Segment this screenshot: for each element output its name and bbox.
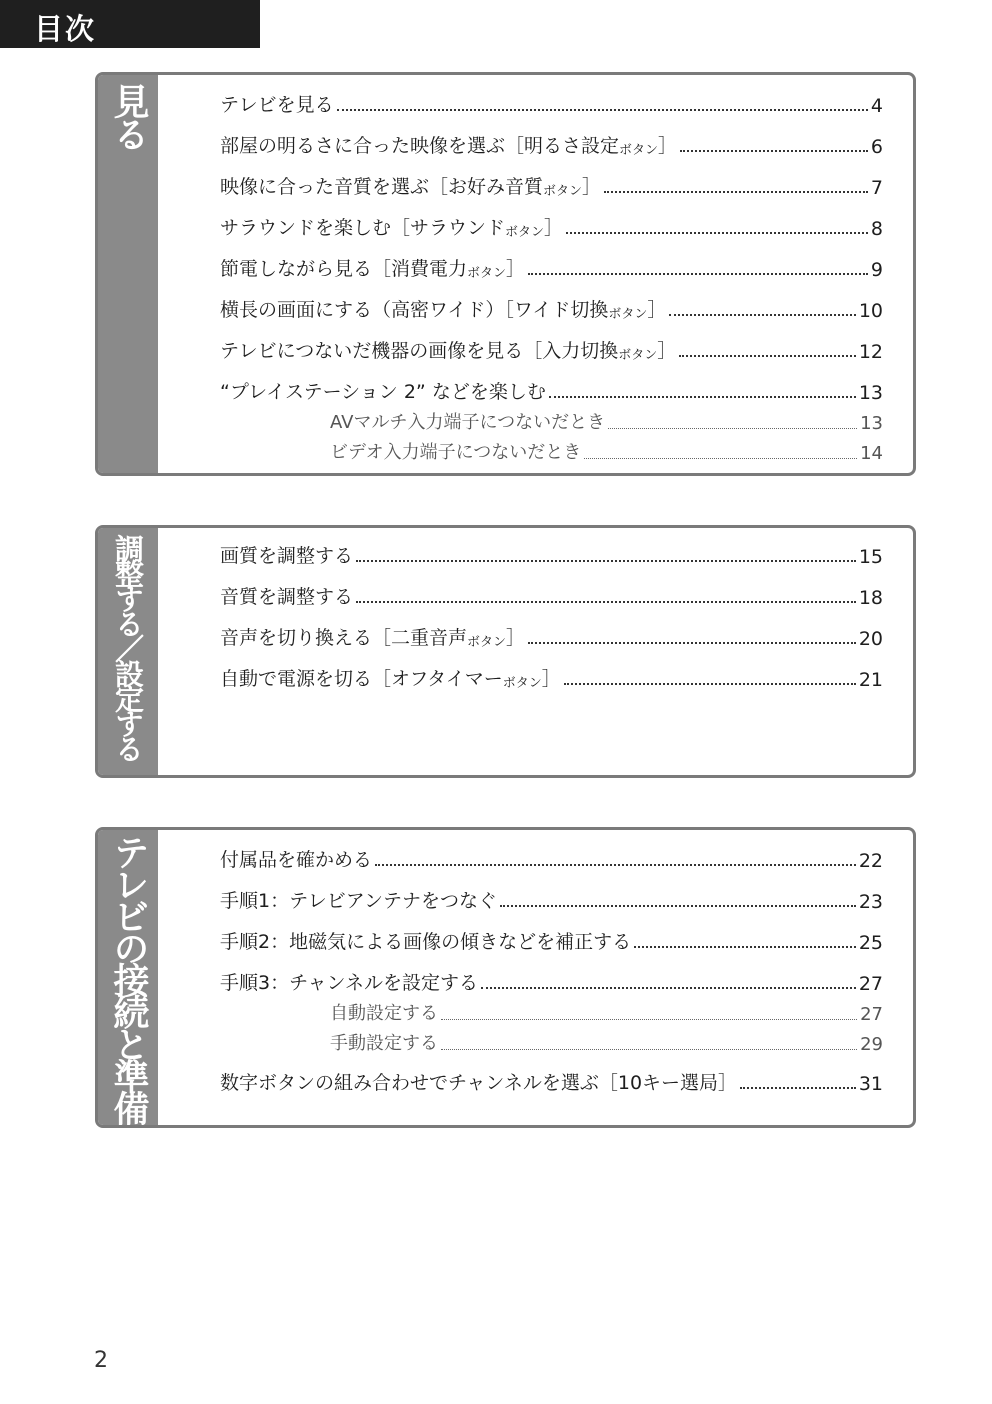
header-bar [0, 0, 260, 48]
leader-dots [500, 905, 856, 907]
section-tab [98, 830, 158, 1125]
leader-dots [584, 458, 857, 459]
toc-entry[interactable]: サラウンドを楽しむ［サラウンド ボタン ］ 8 [220, 217, 883, 240]
section-tab [98, 528, 158, 775]
leader-dots [634, 946, 856, 948]
toc-entry[interactable]: 音質を調整する 18 [220, 586, 883, 609]
toc-entry[interactable]: 手順2：地磁気による画像の傾きなどを補正する 25 [220, 931, 883, 954]
section-label: テレビの接続と準備 [108, 834, 149, 1122]
leader-dots [356, 601, 856, 603]
page-number: 2 [94, 1348, 108, 1373]
toc-entry[interactable]: 音声を切り換える［二重音声 ボタン ］ 20 [220, 627, 883, 650]
toc-entry[interactable]: “プレイステーション 2” などを楽しむ 13 [220, 381, 883, 404]
page-ref: 8 [870, 218, 883, 240]
toc-subentry[interactable]: 手動設定する 29 [330, 1033, 883, 1055]
toc-entry[interactable]: 付属品を確かめる 22 [220, 849, 883, 872]
toc-entry[interactable]: 手順1：テレビアンテナをつなぐ 23 [220, 890, 883, 913]
leader-dots [356, 560, 856, 562]
toc-entry[interactable]: 横長の画面にする（高密ワイド）［ワイド切換 ボタン ］ 10 [220, 299, 883, 322]
leader-dots [528, 273, 868, 275]
toc-entry[interactable]: テレビにつないだ機器の画像を見る［入力切換 ボタン ］ 12 [220, 340, 883, 363]
toc-subentry[interactable]: 自動設定する 27 [330, 1003, 883, 1025]
page-ref: 15 [858, 546, 883, 568]
leader-dots [679, 355, 856, 357]
leader-dots [669, 314, 855, 316]
toc-entry[interactable]: 節電しながら見る［消費電力 ボタン ］ 9 [220, 258, 883, 281]
page-ref: 23 [858, 891, 883, 913]
toc-entry[interactable]: 数字ボタンの組み合わせでチャンネルを選ぶ［10キー選局］ 31 [220, 1072, 883, 1095]
leader-dots [604, 191, 868, 193]
leader-dots [566, 232, 868, 234]
leader-dots [481, 987, 856, 989]
leader-dots [740, 1087, 856, 1089]
page-ref: 6 [870, 136, 883, 158]
section-label: 見る [108, 83, 149, 149]
leader-dots [441, 1019, 857, 1020]
page-ref: 31 [858, 1073, 883, 1095]
page-ref: 18 [858, 587, 883, 609]
page-ref: 9 [870, 259, 883, 281]
leader-dots [441, 1049, 857, 1050]
leader-dots [549, 396, 856, 398]
page-ref: 10 [858, 300, 883, 322]
toc-entry[interactable]: 部屋の明るさに合った映像を選ぶ［明るさ設定 ボタン ］ 6 [220, 135, 883, 158]
section-watch [95, 72, 916, 476]
section-setup [95, 827, 916, 1128]
section-tab [98, 75, 158, 473]
page-ref: 29 [860, 1034, 883, 1055]
toc-entry[interactable]: 画質を調整する 15 [220, 545, 883, 568]
page-ref: 4 [870, 95, 883, 117]
page-ref: 13 [860, 413, 883, 434]
leader-dots [375, 864, 856, 866]
page-ref: 22 [858, 850, 883, 872]
toc-entry[interactable]: 映像に合った音質を選ぶ［お好み音質 ボタン ］ 7 [220, 176, 883, 199]
toc-entry[interactable]: 手順3：チャンネルを設定する 27 [220, 972, 883, 995]
page-ref: 20 [858, 628, 883, 650]
toc-entry[interactable]: テレビを見る 4 [220, 94, 883, 117]
leader-dots [680, 150, 868, 152]
section-label: 調整する／設定する [111, 534, 145, 759]
page-title: 目次 [34, 12, 97, 46]
leader-dots [337, 109, 868, 111]
page-ref: 27 [860, 1004, 883, 1025]
page-ref: 12 [858, 341, 883, 363]
leader-dots [608, 428, 857, 429]
toc-subentry[interactable]: AVマルチ入力端子につないだとき 13 [330, 412, 883, 434]
leader-dots [528, 642, 856, 644]
toc-subentry[interactable]: ビデオ入力端子につないだとき 14 [330, 442, 883, 464]
page-ref: 25 [858, 932, 883, 954]
page-ref: 27 [858, 973, 883, 995]
page-ref: 13 [858, 382, 883, 404]
section-adjust [95, 525, 916, 778]
page-ref: 14 [860, 443, 883, 464]
page-ref: 21 [858, 669, 883, 691]
leader-dots [564, 683, 856, 685]
toc-entry[interactable]: 自動で電源を切る［オフタイマー ボタン ］ 21 [220, 668, 883, 691]
page-ref: 7 [870, 177, 883, 199]
